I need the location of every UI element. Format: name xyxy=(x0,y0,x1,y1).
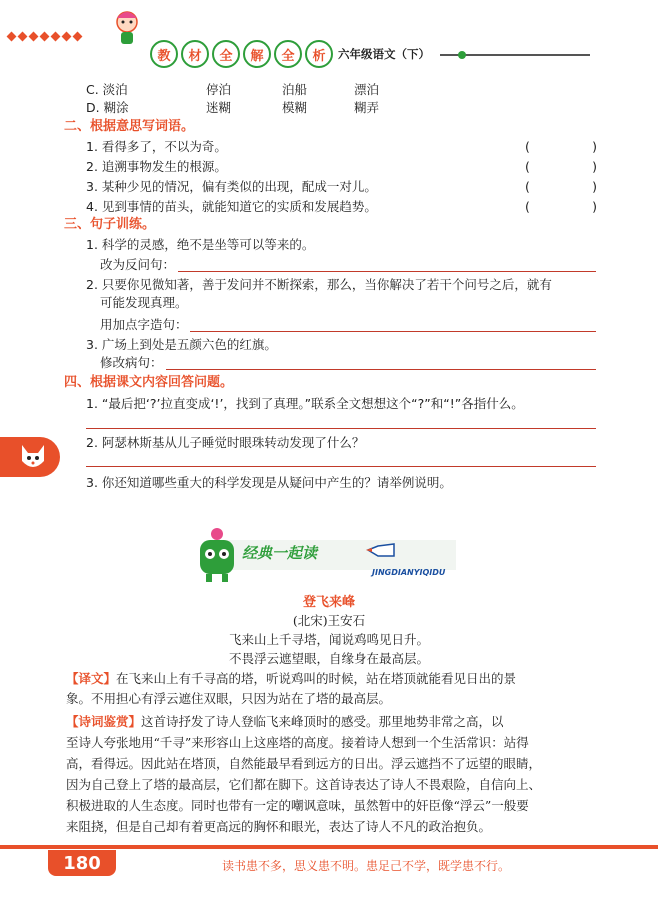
question: 3. 你还知道哪些重大的科学发现是从疑问中产生的？请举例说明。 xyxy=(86,475,452,490)
banner-pinyin: JINGDIANYIQIDU xyxy=(372,568,446,577)
question: 2. 阿瑟林斯基从儿子睡觉时眼珠转动发现了什么？ xyxy=(86,435,365,450)
option-word: 停泊 xyxy=(206,82,232,97)
answer-line[interactable] xyxy=(190,331,596,332)
paren-open: ( xyxy=(525,179,530,194)
question: 1. 科学的灵感，绝不是坐等可以等来的。 xyxy=(86,237,315,252)
footer-bar xyxy=(0,845,658,849)
answer-line[interactable] xyxy=(86,466,596,467)
paren-close: ) xyxy=(592,179,597,194)
option-label: D. 糊涂 xyxy=(86,100,129,115)
option-c xyxy=(86,81,486,98)
prompt: 用加点字造句： xyxy=(100,317,188,332)
section3-title: 三、句子训练。 xyxy=(64,217,156,232)
translation-label: 【译文】 xyxy=(66,671,117,686)
question: 2. 只要你见微知著，善于发问并不断探索，那么，当你解决了若干个问号之后，就有 xyxy=(86,277,552,292)
answer-paren[interactable] xyxy=(525,138,597,155)
paren-close: ) xyxy=(592,199,597,214)
section4-title: 四、根据课文内容回答问题。 xyxy=(64,375,234,390)
question: 3. 广场上到处是五颜六色的红旗。 xyxy=(86,337,277,352)
grade-label: 六年级语文（下） xyxy=(338,47,430,61)
header xyxy=(0,0,658,64)
option-word: 泊船 xyxy=(282,82,308,97)
prompt: 修改病句： xyxy=(100,355,163,370)
list-item: 2. 追溯事物发生的根源。 xyxy=(86,159,227,174)
book-title xyxy=(150,40,336,68)
banner-title: 经典一起读 xyxy=(242,544,318,562)
option-d xyxy=(86,99,486,116)
pen-icon xyxy=(455,48,469,62)
appreciation-line: 积极进取的人生态度。同时也带有一定的嘲讽意味，虽然暂中的奸臣像“浮云”一般要 xyxy=(66,798,529,813)
appreciation-line: 因为自己登上了塔的最高层，它们都在脚下。这首诗表达了诗人不畏艰险，自信向上、 xyxy=(66,777,542,792)
paren-open: ( xyxy=(525,159,530,174)
header-diamonds xyxy=(8,28,85,43)
translation-cont: 象。不用担心有浮云遮住双眼，只因为站在了塔的最高层。 xyxy=(66,691,392,706)
title-char: 全 xyxy=(274,40,302,68)
footer-motto: 读书患不多，思义患不明。患足己不学，既学患不行。 xyxy=(222,859,511,873)
list-item: 1. 看得多了，不以为奇。 xyxy=(86,139,227,154)
translation-text: 在飞来山上有千寻高的塔，听说鸡叫的时候，站在塔顶就能看见日出的景 xyxy=(116,671,517,686)
paren-open: ( xyxy=(525,199,530,214)
page-number: 180 xyxy=(48,850,116,876)
title-char: 析 xyxy=(305,40,333,68)
appreciation xyxy=(66,713,504,730)
option-word: 漂泊 xyxy=(354,82,380,97)
poem-title: 登飞来峰 xyxy=(302,595,355,610)
poem-line: 飞来山上千寻塔，闻说鸡鸣见日升。 xyxy=(228,632,429,647)
fox-icon xyxy=(18,441,48,473)
answer-paren[interactable] xyxy=(525,178,597,195)
reading-banner xyxy=(196,520,466,590)
translation xyxy=(66,670,516,687)
answer-line[interactable] xyxy=(86,428,596,429)
title-char: 全 xyxy=(212,40,240,68)
answer-line[interactable] xyxy=(166,369,596,370)
mascot-icon xyxy=(112,8,142,48)
appreciation-text: 这首诗抒发了诗人登临飞来峰顶时的感受。那里地势非常之高，以 xyxy=(141,714,504,729)
option-word: 迷糊 xyxy=(206,100,232,115)
prompt: 改为反问句： xyxy=(100,257,176,272)
option-word: 糊弄 xyxy=(354,100,380,115)
appreciation-line: 至诗人夸张地用“千寻”来形容山上这座塔的高度。接着诗人想到一个生活常识：站得 xyxy=(66,735,529,750)
paren-close: ) xyxy=(592,139,597,154)
appreciation-label: 【诗词鉴赏】 xyxy=(66,714,142,729)
list-item: 3. 某种少见的情况，偏有类似的出现，配成一对儿。 xyxy=(86,179,377,194)
title-char: 解 xyxy=(243,40,271,68)
monster-icon xyxy=(196,526,238,584)
title-char: 材 xyxy=(181,40,209,68)
paren-open: ( xyxy=(525,139,530,154)
poem-line: 不畏浮云遮望眼，自缘身在最高层。 xyxy=(228,651,429,666)
question: 1. “最后把‘?’拉直变成‘!’，找到了真理。”联系全文想想这个“?”和“!”各指什么。 xyxy=(86,396,524,411)
list-item: 4. 见到事情的苗头，就能知道它的实质和发展趋势。 xyxy=(86,199,377,214)
appreciation-line: 来阻挠，但是自己却有着更高远的胸怀和眼光，表达了诗人不凡的政治抱负。 xyxy=(66,819,492,834)
option-word: 模糊 xyxy=(282,100,308,115)
paren-close: ) xyxy=(592,159,597,174)
appreciation-line: 高，看得远。因此站在塔顶，自然能最早看到远方的日出。浮云遮挡不了远望的眼睛， xyxy=(66,756,542,771)
question-cont: 可能发现真理。 xyxy=(100,295,188,310)
title-char: 教 xyxy=(150,40,178,68)
option-label: C. 淡泊 xyxy=(86,82,128,97)
poem-author: (北宋)王安石 xyxy=(292,613,366,628)
answer-paren[interactable] xyxy=(525,158,597,175)
section2-title: 二、根据意思写词语。 xyxy=(64,119,195,134)
pointer-hand-icon xyxy=(366,536,396,566)
answer-paren[interactable] xyxy=(525,198,597,215)
answer-line[interactable] xyxy=(178,271,596,272)
side-tab xyxy=(0,437,60,477)
